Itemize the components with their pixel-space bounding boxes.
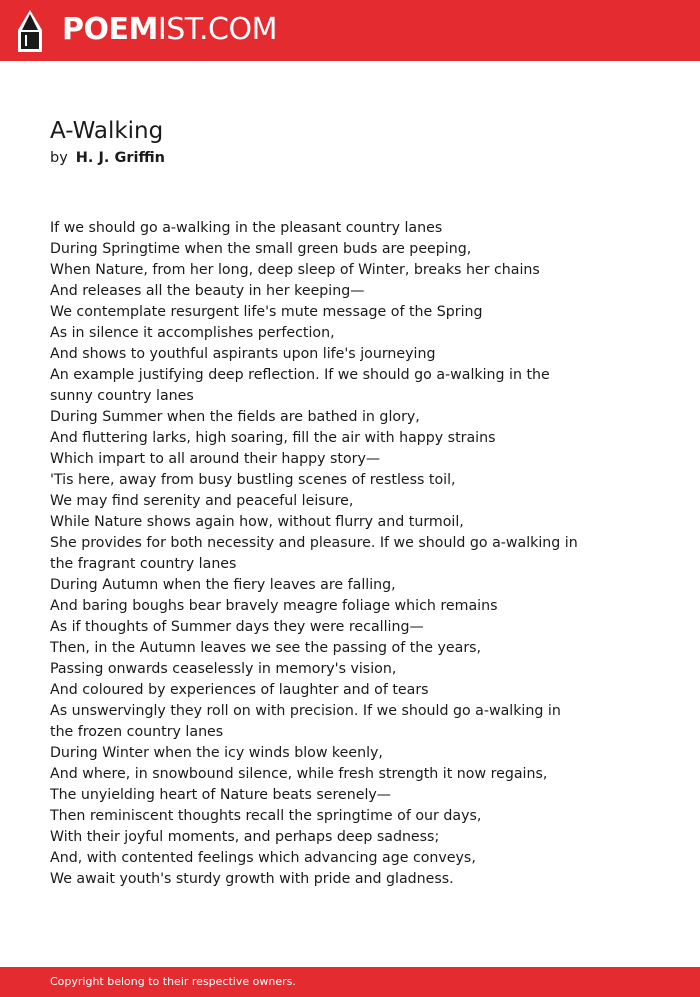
site-logo[interactable] — [62, 12, 277, 48]
poem-line: 'Tis here, away from busy bustling scenes of restless toil, — [50, 472, 456, 488]
poem-line: And coloured by experiences of laughter and of tears — [50, 682, 429, 698]
poem-line: During Summer when the fields are bathed in glory, — [50, 409, 420, 425]
poem-line: We await youth's sturdy growth with pride and gladness. — [50, 871, 454, 887]
poem-line: Which impart to all around their happy story— — [50, 451, 381, 467]
poem-line: And, with contented feelings which advancing age conveys, — [50, 850, 476, 866]
poem-line: If we should go a-walking in the pleasant country lanes — [50, 220, 443, 236]
poem-line: Then, in the Autumn leaves we see the passing of the years, — [50, 640, 482, 656]
poem-line: We may find serenity and peaceful leisure, — [50, 493, 354, 509]
logo-text-bold: POEM — [62, 12, 158, 47]
byline — [50, 148, 165, 168]
poem-body — [50, 218, 578, 890]
poem-line: As unswervingly they roll on with precision. If we should go a-walking in — [50, 703, 561, 719]
poem-line: We contemplate resurgent life's mute message of the Spring — [50, 304, 483, 320]
logo-text-light: IST.COM — [157, 12, 277, 47]
poem-line: Passing onwards ceaselessly in memory's vision, — [50, 661, 397, 677]
poem-line: And shows to youthful aspirants upon life's journeying — [50, 346, 436, 362]
site-footer — [0, 967, 700, 997]
site-header — [0, 0, 700, 61]
poem-line: As if thoughts of Summer days they were recalling— — [50, 619, 424, 635]
poem-line: She provides for both necessity and pleasure. If we should go a-walking in — [50, 535, 578, 551]
poem-line: During Springtime when the small green buds are peeping, — [50, 241, 472, 257]
poem-line: And releases all the beauty in her keeping— — [50, 283, 365, 299]
poem-line: And fluttering larks, high soaring, fill the air with happy strains — [50, 430, 496, 446]
poem-line: Then reminiscent thoughts recall the springtime of our days, — [50, 808, 482, 824]
poem-line: sunny country lanes — [50, 388, 194, 404]
poem-line: the fragrant country lanes — [50, 556, 237, 572]
poem-title: A-Walking — [50, 118, 164, 144]
poem-line: The unyielding heart of Nature beats serenely— — [50, 787, 391, 803]
poem-line: the frozen country lanes — [50, 724, 224, 740]
poem-line: While Nature shows again how, without flurry and turmoil, — [50, 514, 464, 530]
poem-line: During Winter when the icy winds blow keenly, — [50, 745, 383, 761]
poem-line: As in silence it accomplishes perfection, — [50, 325, 335, 341]
author-name: H. J. Griffin — [75, 150, 165, 166]
poem-line: During Autumn when the fiery leaves are falling, — [50, 577, 396, 593]
poem-line: When Nature, from her long, deep sleep of Winter, breaks her chains — [50, 262, 540, 278]
poem-line: And where, in snowbound silence, while fresh strength it now regains, — [50, 766, 548, 782]
poem-line: With their joyful moments, and perhaps deep sadness; — [50, 829, 440, 845]
poem-line: And baring boughs bear bravely meagre foliage which remains — [50, 598, 498, 614]
pencil-logo-icon[interactable] — [18, 10, 42, 52]
by-label: by — [50, 150, 68, 166]
poem-line: An example justifying deep reflection. If we should go a-walking in the — [50, 367, 550, 383]
copyright-text: Copyright belong to their respective owners. — [50, 975, 296, 988]
